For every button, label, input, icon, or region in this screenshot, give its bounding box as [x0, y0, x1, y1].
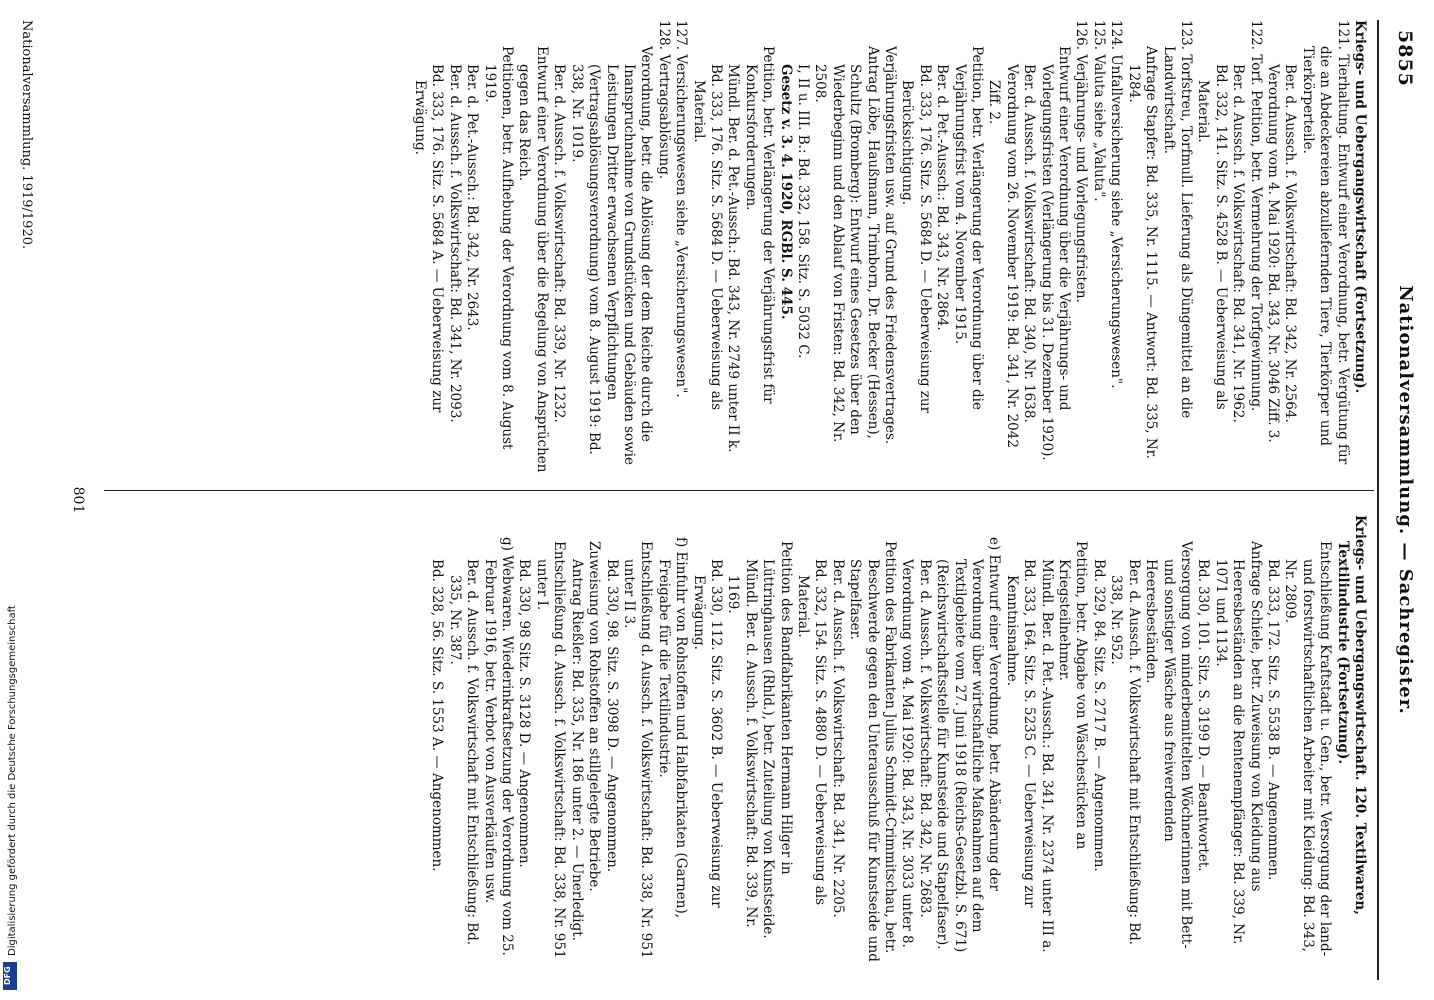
index-entry: f) Einfuhr von Rohstoffen und Halbfabrikaten (Garnen), Freigabe für die Textilindustrie.	[655, 537, 690, 919]
index-entry: Petition, betr. Verlängerung der Verjährungsfrist für Konkursforderungen.	[742, 46, 777, 404]
index-entry: Entschließung d. Aussch. f. Volkswirtschaft: Bd. 338, Nr. 951 unter II 3.	[620, 541, 655, 959]
index-entry: Ber. d. Aussch. f. Volkswirtschaft: Bd. 342, Nr. 2683.	[916, 559, 933, 918]
index-entry: Bd. 330, 98. Sitz. S. 3098 D. — Angenommen.	[603, 559, 620, 873]
index-entry: Ber. d. Pet.-Aussch.: Bd. 343, Nr. 2864.	[934, 64, 951, 331]
index-entry: Mündl. Ber. d. Pet.-Aussch.: Bd. 343, Nr. 2749 unter II k.	[725, 64, 742, 453]
index-entry: Bd. 333, 164. Sitz. S. 5235 C. — Ueberweisung zur Kenntnisnahme.	[1003, 559, 1038, 908]
right-column	[428, 515, 1368, 970]
index-entry: Verordnung vom 4. Mai 1920: Bd. 343, Nr. 3046 Ziff. 3.	[1264, 64, 1281, 443]
index-entry: 126. Verjährungs- und Vorlegungsfristen.	[1073, 20, 1090, 303]
index-entry: Petition, betr. Verlängerung der Verordnung über die Verjährungsfrist vom 4. November 1915.	[951, 46, 986, 410]
index-entry: Bd. 333, 172. Sitz. S. 5538 B. — Angenommen.	[1264, 559, 1281, 881]
index-entry: e) Entwurf einer Verordnung, betr. Abänderung der Verordnung über wirtschaftliche Maßnahmen auf dem Textilgebiete vom 27. Juni 1918 (Reichs-Gesetzbl. S. 671) (Reichswirtschaftsstelle für Kunstseide und Stapelfaser).	[934, 537, 1003, 953]
index-entry: Verordnung, betr. die Ablösung der dem Reiche durch die Inanspruchnahme von Grundstücken und Gebäuden sowie Leistungen Dritter erwachsenen Verpflichtungen (Vertragsablösungsverordnung) vom 8. August 1919: Bd. 338, Nr. 1019.	[568, 46, 655, 466]
page-number: 5855	[1394, 30, 1416, 87]
index-entry: Versorgung von minderbemittelten Wöchnerinnen mit Bett- und sonstiger Wäsche aus freiwerdenden Heeresbeständen.	[1143, 541, 1194, 949]
funding-sidebar	[2, 6, 18, 996]
index-entry: Petition des Bandfabrikanten Hermann Hilger in Lüttringhausen (Rhld.), betr. Zuteilung von Kunstseide.	[760, 541, 794, 939]
index-entry: 122. Torf. Petition, betr. Vermehrung der Torfgewinnung.	[1247, 20, 1264, 412]
index-entry: 128. Vertragsablösung.	[655, 20, 672, 180]
index-entry: Entschließung d. Aussch. f. Volkswirtschaft: Bd. 338, Nr. 951 unter I.	[533, 541, 568, 959]
index-entry: 125. Valuta siehe „Valuta".	[1090, 20, 1107, 202]
index-entry: Bd. 332, 141. Sitz. S. 4528 B. — Ueberweisung als Material.	[1195, 64, 1229, 410]
index-entry: Zuweisung von Rohstoffen an stillgelegte Betriebe.	[586, 541, 603, 892]
index-entry: g) Webwaren. Wiederinkraftsetzung der Verordnung vom 25. Februar 1916, betr. Verbot von Ausverkäufen usw.	[481, 537, 516, 956]
index-entry: Ber. d. Aussch. f. Volkswirtschaft: Bd. 339, Nr. 1232.	[551, 64, 568, 423]
index-entry: Ber. d. Aussch. f. Volkswirtschaft: Bd. 341, Nr. 2093.	[446, 64, 463, 423]
index-entry: Mündl. Ber. d. Aussch. f. Volkswirtschaft: Bd. 339, Nr. 1169.	[725, 559, 759, 928]
index-entry: Ber. d. Aussch. f. Volkswirtschaft mit Entschließung: Bd. 338, Nr. 952.	[1108, 559, 1142, 946]
index-entry: Bd. 330, 112. Sitz. S. 3602 B. — Ueberweisung zur Erwägung.	[690, 559, 724, 908]
index-entry: Verordnung vom 26. November 1919: Bd. 341, Nr. 2042 Ziff. 2.	[986, 64, 1020, 448]
footer-note: Nationalversammlung. 1919/1920.	[19, 20, 34, 250]
index-entry: Gesetz v. 3. 4. 1920, RGBl. S. 445.	[777, 64, 794, 320]
index-entry: 124. Unfallversicherung siehe „Versicherungswesen".	[1108, 20, 1125, 389]
index-entry: Entwurf einer Verordnung über die Regelung von Ansprüchen gegen das Reich.	[516, 46, 550, 473]
column-divider	[104, 490, 1374, 491]
index-entry: Verordnung vom 4. Mai 1920: Bd. 343, Nr. 3033 unter 8.	[899, 559, 916, 948]
index-entry: Mündl. Ber. d. Pet.-Aussch.: Bd. 341, Nr. 2374 unter III a.	[1038, 559, 1055, 953]
index-entry: Bd. 329, 84. Sitz. S. 2717 B. — Angenommen.	[1090, 559, 1107, 872]
index-entry: Petition des Fabrikanten Julius Schmidt-Crimmitschau, betr. Beschwerde gegen den Unterausschuß für Kunstseide und Stapelfaser.	[847, 541, 899, 962]
index-entry: Ber. d. Aussch. f. Volkswirtschaft: Bd. 341, Nr. 2205.	[829, 559, 846, 918]
index-entry: I, II u. III. B.: Bd. 332, 158. Sitz. S. 5032 C.	[795, 64, 811, 359]
index-entry: Anfrage Schiele, betr. Zuweisung von Kleidung aus Heeresbeständen an die Rentenempfänger: Bd. 339, Nr. 1071 und 1134.	[1212, 541, 1264, 945]
page-title: Nationalversammlung. — Sachregister.	[1395, 285, 1416, 715]
index-entry: Bd. 330, 98 Sitz. S. 3128 D. — Angenommen.	[516, 559, 533, 868]
index-entry: Anfrage Stapfer: Bd. 335, Nr. 1115. — Antwort: Bd. 335, Nr. 1284.	[1125, 46, 1160, 459]
index-entry: Bd. 333, 176. Sitz. S. 5684 D. — Ueberweisung als Material.	[690, 64, 724, 411]
header-rule	[1377, 20, 1379, 980]
index-entry: Entwurf einer Verordnung über die Verjährungs- und Vorlegungsfristen (Verlängerung bis 31. Dezember 1920).	[1038, 46, 1073, 461]
index-entry: Antrag Rießler: Bd. 335, Nr. 186 unter 2. — Unerledigt.	[568, 559, 585, 941]
index-entry: Kriegs- und Uebergangswirtschaft (Fortsetzung).	[1352, 20, 1368, 394]
index-entry: Bd. 333, 176. Sitz. S. 5684 D. — Ueberweisung zur Berücksichtigung.	[899, 64, 933, 414]
index-entry: 121. Tierhaltung. Entwurf einer Verordnung, betr. Vergütung für die an Abdeckereien abzuliefernden Tiere, Tierkörper und Tierkörperteile.	[1299, 20, 1351, 465]
index-entry: Kriegs- und Uebergangswirtschaft. 120. Textilwaren, Textilindustrie (Fortsetzung).	[1334, 515, 1368, 915]
index-entry: Ber. d. Aussch. f. Volkswirtschaft: Bd. 340, Nr. 1638.	[1021, 64, 1038, 423]
index-entry: Antrag Löbe, Haußmann, Trimborn, Dr. Becker (Hessen), Schultz (Bromberg): Entwurf eines Gesetzes über den Wiederbeginn und den Ablauf von Fristen: Bd. 342, Nr. 2508.	[812, 46, 881, 443]
index-entry: Ber. d. Pet.-Aussch.: Bd. 342, Nr. 2643.	[464, 64, 481, 331]
left-column	[411, 20, 1368, 475]
index-entry: Bd. 328, 56. Sitz. S. 1553 A. — Angenommen.	[429, 559, 446, 872]
footer-page-mark: 801	[70, 486, 86, 514]
index-entry: Bd. 330, 101. Sitz. S. 3199 D. — Beantwortet.	[1195, 559, 1212, 872]
index-entry: Petitionen, betr. Aufhebung der Verordnung vom 8. August 1919.	[481, 46, 516, 450]
index-entry: Petition, betr. Abgabe von Wäschestücken an Kriegsteilnehmer.	[1056, 541, 1090, 850]
index-entry: Ber. d. Aussch. f. Volkswirtschaft: Bd. 341, Nr. 1962.	[1230, 64, 1247, 423]
index-entry: 123. Torfstreu, Torfmull. Lieferung als Düngemittel an die Landwirtschaft.	[1160, 20, 1194, 419]
index-entry: Ber. d. Aussch. f. Volkswirtschaft: Bd. 342, Nr. 2564.	[1282, 64, 1299, 423]
funding-note: Digitalisierung gefördert durch die Deutsche Forschungsgemeinschaft	[7, 605, 18, 956]
index-entry: Bd. 332, 154. Sitz. S. 4880 D. — Ueberweisung als Material.	[795, 559, 829, 906]
page-header	[1384, 0, 1424, 1000]
index-entry: Bd. 333, 176. Sitz. S. 5684 A. — Ueberweisung zur Erwägung.	[412, 64, 446, 413]
index-entry: Verjährungsfristen usw. auf Grund des Friedensvertrages.	[882, 46, 899, 445]
dfg-logo: DFG	[3, 962, 17, 990]
index-entry: Ber. d. Aussch. f. Volkswirtschaft mit Entschließung: Bd. 335, Nr. 387.	[446, 559, 481, 946]
index-entry: 127. Versicherungswesen siehe „Versicherungswesen".	[673, 20, 690, 398]
index-entry: Entschließung Kraftstadt u. Gen., betr. Versorgung der land- und forstwirtschaftlichen Arbeiter mit Kleidung: Bd. 343, Nr. 2809.	[1282, 541, 1334, 957]
